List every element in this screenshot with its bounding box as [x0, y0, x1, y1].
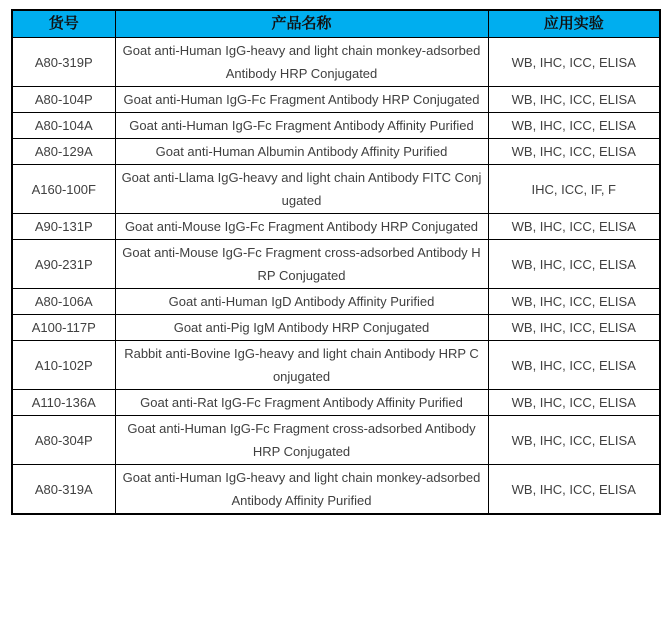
- product-name-cell: Goat anti-Human IgG-Fc Fragment Antibody Affinity Purified: [115, 113, 488, 139]
- catalog-number-cell: A10-102P: [12, 341, 115, 390]
- table-row: [12, 165, 660, 214]
- table-body: [12, 38, 660, 515]
- table-row: [12, 113, 660, 139]
- catalog-number-cell: A90-231P: [12, 240, 115, 289]
- product-name-cell: Goat anti-Human IgG-Fc Fragment Antibody HRP Conjugated: [115, 87, 488, 113]
- header-row: [12, 10, 660, 38]
- table-row: [12, 214, 660, 240]
- applications-cell: WB, IHC, ICC, ELISA: [488, 87, 660, 113]
- header-catalog-number: 货号: [12, 10, 115, 38]
- table-row: [12, 390, 660, 416]
- product-name-cell: Rabbit anti-Bovine IgG-heavy and light chain Antibody HRP Conjugated: [115, 341, 488, 390]
- catalog-number-cell: A80-104P: [12, 87, 115, 113]
- product-name-cell: Goat anti-Human Albumin Antibody Affinity Purified: [115, 139, 488, 165]
- applications-cell: WB, IHC, ICC, ELISA: [488, 113, 660, 139]
- product-name-cell: Goat anti-Human IgG-Fc Fragment cross-adsorbed Antibody HRP Conjugated: [115, 416, 488, 465]
- product-name-cell: Goat anti-Mouse IgG-Fc Fragment cross-adsorbed Antibody HRP Conjugated: [115, 240, 488, 289]
- header-applications: 应用实验: [488, 10, 660, 38]
- catalog-number-cell: A80-319A: [12, 465, 115, 515]
- table-row: [12, 315, 660, 341]
- table-row: [12, 38, 660, 87]
- catalog-number-cell: A80-129A: [12, 139, 115, 165]
- product-name-cell: Goat anti-Llama IgG-heavy and light chain Antibody FITC Conjugated: [115, 165, 488, 214]
- table-row: [12, 139, 660, 165]
- product-name-cell: Goat anti-Human IgG-heavy and light chain monkey-adsorbed Antibody Affinity Purified: [115, 465, 488, 515]
- catalog-number-cell: A160-100F: [12, 165, 115, 214]
- applications-cell: WB, IHC, ICC, ELISA: [488, 416, 660, 465]
- table-header: [12, 10, 660, 38]
- product-name-cell: Goat anti-Human IgG-heavy and light chain monkey-adsorbed Antibody HRP Conjugated: [115, 38, 488, 87]
- table-row: [12, 465, 660, 515]
- applications-cell: WB, IHC, ICC, ELISA: [488, 240, 660, 289]
- product-name-cell: Goat anti-Human IgD Antibody Affinity Purified: [115, 289, 488, 315]
- product-name-cell: Goat anti-Pig IgM Antibody HRP Conjugated: [115, 315, 488, 341]
- table-row: [12, 289, 660, 315]
- catalog-number-cell: A90-131P: [12, 214, 115, 240]
- applications-cell: WB, IHC, ICC, ELISA: [488, 465, 660, 515]
- table-row: [12, 240, 660, 289]
- applications-cell: WB, IHC, ICC, ELISA: [488, 139, 660, 165]
- table-row: [12, 87, 660, 113]
- catalog-number-cell: A80-106A: [12, 289, 115, 315]
- header-product-name: 产品名称: [115, 10, 488, 38]
- applications-cell: WB, IHC, ICC, ELISA: [488, 341, 660, 390]
- product-table-container: [11, 9, 661, 515]
- product-name-cell: Goat anti-Mouse IgG-Fc Fragment Antibody HRP Conjugated: [115, 214, 488, 240]
- applications-cell: WB, IHC, ICC, ELISA: [488, 315, 660, 341]
- catalog-number-cell: A80-304P: [12, 416, 115, 465]
- catalog-number-cell: A110-136A: [12, 390, 115, 416]
- applications-cell: WB, IHC, ICC, ELISA: [488, 38, 660, 87]
- applications-cell: WB, IHC, ICC, ELISA: [488, 214, 660, 240]
- applications-cell: WB, IHC, ICC, ELISA: [488, 289, 660, 315]
- product-table: [11, 9, 661, 515]
- catalog-number-cell: A80-104A: [12, 113, 115, 139]
- catalog-number-cell: A80-319P: [12, 38, 115, 87]
- applications-cell: WB, IHC, ICC, ELISA: [488, 390, 660, 416]
- catalog-number-cell: A100-117P: [12, 315, 115, 341]
- applications-cell: IHC, ICC, IF, F: [488, 165, 660, 214]
- product-name-cell: Goat anti-Rat IgG-Fc Fragment Antibody Affinity Purified: [115, 390, 488, 416]
- table-row: [12, 416, 660, 465]
- table-row: [12, 341, 660, 390]
